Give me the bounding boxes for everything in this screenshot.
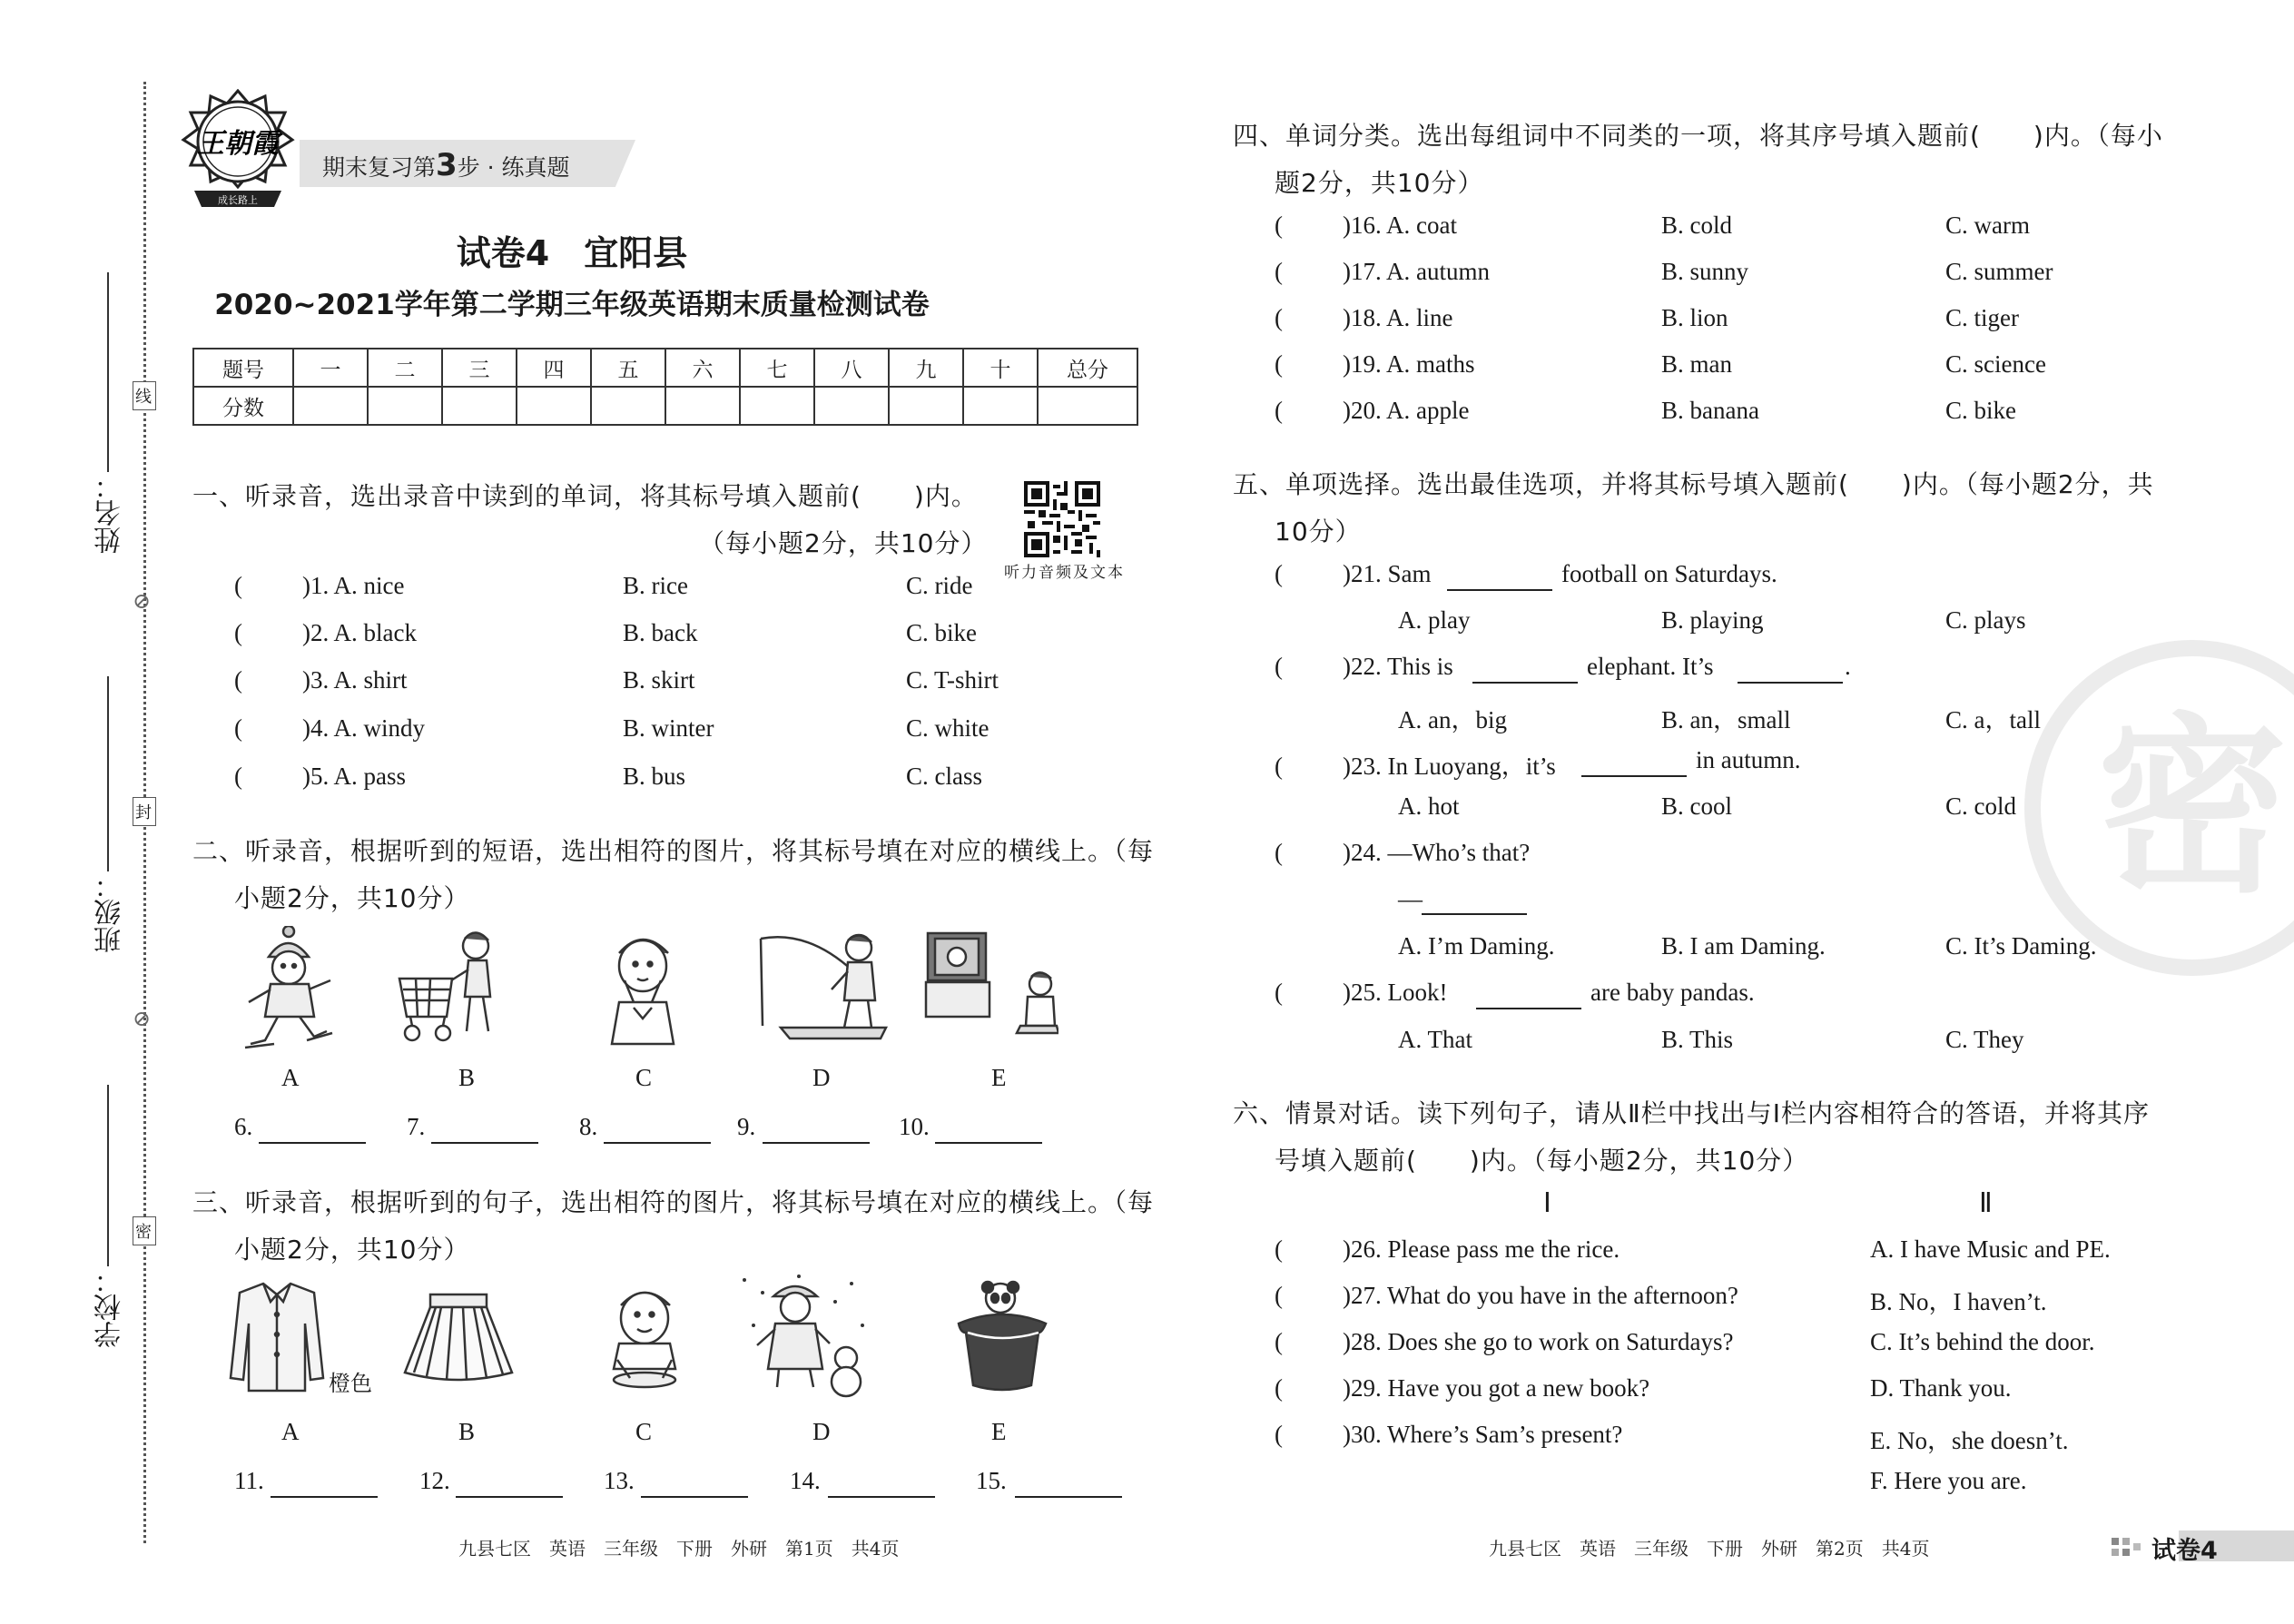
answer-paren[interactable]: ( xyxy=(234,619,242,646)
answer-blank[interactable] xyxy=(1422,913,1527,915)
answer-blank[interactable] xyxy=(1581,775,1687,777)
option-c: C. bike xyxy=(906,619,977,646)
option-c: C. summer xyxy=(1945,258,2053,285)
question-row: ( )21. Sam xyxy=(1275,560,1432,587)
score-cell[interactable] xyxy=(963,387,1038,425)
answer-blank[interactable] xyxy=(641,1496,748,1498)
question-row: ( )18. A. line xyxy=(1275,304,1453,331)
watermark-char: 密 xyxy=(2096,696,2289,919)
question-row: ( )24. —Who’s that? xyxy=(1275,839,1531,866)
exam-subtitle: 2020~2021学年第二学期三年级英语期末质量检测试卷 xyxy=(214,289,930,321)
question-row: ( )20. A. apple xyxy=(1275,397,1470,424)
answer-paren[interactable]: ( xyxy=(1275,839,1283,866)
column-heading-1: Ⅰ xyxy=(1543,1188,1551,1218)
option-c: C. bike xyxy=(1945,397,2016,424)
score-header-cell: 九 xyxy=(889,349,963,387)
footer-right: 九县七区 英语 三年级 下册 外研 第2页 共4页 xyxy=(1489,1538,1930,1560)
answer-paren[interactable]: ( xyxy=(1275,1421,1283,1448)
answer-blank[interactable] xyxy=(935,1142,1042,1144)
option-c: C. class xyxy=(906,763,982,790)
question-row: ( )27. What do you have in the afternoon? xyxy=(1275,1282,1738,1309)
school-label: 学校： xyxy=(94,1266,126,1348)
answer-paren[interactable]: ( xyxy=(1275,1282,1283,1309)
option-c: C. cold xyxy=(1945,792,2016,820)
answer-paren[interactable]: ( xyxy=(1275,1374,1283,1402)
section2-heading-cont: 小题2分，共10分） xyxy=(234,883,470,913)
picture-letter: C xyxy=(635,1418,653,1445)
score-header-cell: 四 xyxy=(517,349,591,387)
answer-paren[interactable]: ( xyxy=(1275,212,1283,239)
score-cell[interactable] xyxy=(368,387,442,425)
option-c: C. They xyxy=(1945,1026,2024,1053)
answer-blank[interactable] xyxy=(1472,682,1578,684)
question-row: ( )26. Please pass me the rice. xyxy=(1275,1235,1620,1263)
answer-paren[interactable]: ( xyxy=(234,572,242,599)
answer-paren[interactable]: ( xyxy=(1275,304,1283,331)
score-header-cell: 七 xyxy=(740,349,814,387)
qr-code-icon[interactable] xyxy=(1024,481,1100,557)
class-field[interactable] xyxy=(107,676,109,871)
answer-paren[interactable]: ( xyxy=(1275,653,1283,680)
score-cell[interactable] xyxy=(740,387,814,425)
answer-paren[interactable]: ( xyxy=(234,714,242,742)
picture-panda-hat xyxy=(951,1278,1051,1400)
score-header-cell: 二 xyxy=(368,349,442,387)
question-row: ( )17. A. autumn xyxy=(1275,258,1490,285)
question-row: ( )2. A. black xyxy=(234,619,417,646)
score-cell[interactable] xyxy=(442,387,517,425)
answer-option: A. I have Music and PE. xyxy=(1870,1235,2111,1263)
option-a: A. I’m Daming. xyxy=(1398,932,1555,960)
option-b: B. banana xyxy=(1661,397,1759,424)
picture-letter: E xyxy=(991,1418,1007,1445)
score-header-cell: 六 xyxy=(665,349,740,387)
score-cell[interactable] xyxy=(1038,387,1137,425)
score-header-cell: 题号 xyxy=(193,349,293,387)
section4-heading: 四、单词分类。选出每组词中不同类的一项，将其序号填入题前( )内。（每小 xyxy=(1233,121,2163,151)
picture-shirt xyxy=(227,1278,327,1400)
question-row: ( )3. A. shirt xyxy=(234,666,408,694)
blank-number: 12. xyxy=(419,1467,450,1494)
picture-skating-child xyxy=(238,926,338,1057)
score-header-cell: 三 xyxy=(442,349,517,387)
answer-paren[interactable]: ( xyxy=(1275,753,1283,780)
question-row: ( )30. Where’s Sam’s present? xyxy=(1275,1421,1623,1448)
option-b: B. bus xyxy=(623,763,686,790)
option-c: C. plays xyxy=(1945,606,2026,634)
qr-caption: 听力音频及文本 xyxy=(1004,564,1125,582)
section3-heading: 三、听录音，根据听到的句子，选出相符的图片，将其标号填在对应的横线上。（每 xyxy=(192,1187,1155,1217)
question-row: ( )16. A. coat xyxy=(1275,212,1457,239)
option-c: C. T-shirt xyxy=(906,666,999,694)
score-table xyxy=(192,348,1138,426)
column-heading-2: Ⅱ xyxy=(1979,1188,1993,1218)
section2-heading: 二、听录音，根据听到的短语，选出相符的图片，将其标号填在对应的横线上。（每 xyxy=(192,836,1155,866)
option-b: B. sunny xyxy=(1661,258,1749,285)
score-header-cell: 总分 xyxy=(1038,349,1137,387)
score-header-cell: 十 xyxy=(963,349,1038,387)
section5-heading: 五、单项选择。选出最佳选项，并将其标号填入题前( )内。（每小题2分，共 xyxy=(1233,469,2154,499)
option-c: C. science xyxy=(1945,350,2046,378)
seal-mark-feng: 封 xyxy=(133,797,156,826)
publisher-logo xyxy=(180,89,296,225)
option-b: B. I am Daming. xyxy=(1661,932,1826,960)
picture-watching-tv xyxy=(922,926,1058,1057)
option-c: C. white xyxy=(906,714,989,742)
question-text: elephant. It’s xyxy=(1587,653,1714,680)
exam-title: 试卷4 宜阳县 xyxy=(456,233,688,273)
picture-letter: D xyxy=(812,1418,831,1445)
answer-paren[interactable]: ( xyxy=(1275,258,1283,285)
option-b: B. winter xyxy=(623,714,714,742)
answer-paren[interactable]: ( xyxy=(1275,350,1283,378)
blank-number: 7. xyxy=(407,1113,426,1140)
question-row: ( )25. Look! xyxy=(1275,979,1448,1006)
picture-fishing xyxy=(753,926,890,1057)
answer-option: F. Here you are. xyxy=(1870,1467,2027,1494)
tab-pattern-icon xyxy=(2112,1538,2144,1563)
answer-blank[interactable] xyxy=(1738,682,1843,684)
page-tab-label: 试卷4 xyxy=(2151,1537,2218,1565)
picture-letter: B xyxy=(458,1418,476,1445)
score-header-cell: 八 xyxy=(814,349,889,387)
seal-mark-mi: 密 xyxy=(133,1216,156,1245)
option-b: B. lion xyxy=(1661,304,1728,331)
score-cell[interactable] xyxy=(889,387,963,425)
answer-option: D. Thank you. xyxy=(1870,1374,2012,1402)
section4-heading-cont: 题2分，共10分） xyxy=(1275,168,1484,198)
question-row: ( )4. A. windy xyxy=(234,714,425,742)
answer-blank[interactable] xyxy=(271,1496,378,1498)
section6-heading-cont: 号填入题前( )内。（每小题2分，共10分） xyxy=(1275,1146,1809,1176)
question-text: are baby pandas. xyxy=(1590,979,1755,1006)
footer-left: 九县七区 英语 三年级 下册 外研 第1页 共4页 xyxy=(458,1538,900,1560)
picture-skirt xyxy=(399,1289,517,1393)
option-c: C. It’s Daming. xyxy=(1945,932,2097,960)
score-cell[interactable] xyxy=(665,387,740,425)
answer-option: B. No，I haven’t. xyxy=(1870,1288,2047,1315)
answer-paren[interactable]: ( xyxy=(234,763,242,790)
question-row: ( )29. Have you got a new book? xyxy=(1275,1374,1650,1402)
blank-number: 10. xyxy=(899,1113,930,1140)
answer-blank[interactable] xyxy=(431,1142,538,1144)
orange-label: 橙色 xyxy=(329,1373,372,1396)
option-b: B. back xyxy=(623,619,698,646)
answer-option: E. No，she doesn’t. xyxy=(1870,1427,2069,1454)
blank-number: 9. xyxy=(737,1113,756,1140)
picture-letter: A xyxy=(281,1064,300,1091)
option-b: B. cool xyxy=(1661,792,1732,820)
option-a: A. an，big xyxy=(1398,706,1507,733)
question-row: ( )23. In Luoyang，it’s xyxy=(1275,753,1556,780)
logo-text: 王朝霞 xyxy=(197,128,279,160)
dialogue-dash: — xyxy=(1398,885,1423,912)
option-b: B. cold xyxy=(1661,212,1732,239)
picture-letter: D xyxy=(812,1064,831,1091)
answer-blank[interactable] xyxy=(604,1142,711,1144)
picture-boy-face xyxy=(597,926,688,1057)
seal-mark-xian: 线 xyxy=(133,381,156,410)
picture-boy-eating xyxy=(599,1278,690,1400)
cut-circle-icon: ⊘ xyxy=(133,1006,152,1031)
option-b: B. rice xyxy=(623,572,688,599)
logo-motto: 成长路上 xyxy=(218,194,258,206)
blank-number: 14. xyxy=(790,1467,821,1494)
score-cell[interactable] xyxy=(591,387,665,425)
option-b: B. This xyxy=(1661,1026,1734,1053)
option-c: C. tiger xyxy=(1945,304,2019,331)
answer-paren[interactable]: ( xyxy=(1275,397,1283,424)
question-row: ( )1. A. nice xyxy=(234,572,405,599)
school-field[interactable] xyxy=(107,1085,109,1266)
answer-blank[interactable] xyxy=(456,1496,563,1498)
score-header-cell: 一 xyxy=(293,349,368,387)
section5-heading-cont: 10分） xyxy=(1275,517,1362,546)
option-b: B. skirt xyxy=(623,666,695,694)
option-c: C. ride xyxy=(906,572,973,599)
answer-option: C. It’s behind the door. xyxy=(1870,1328,2095,1355)
answer-paren[interactable]: ( xyxy=(1275,1235,1283,1263)
picture-snow-child xyxy=(735,1271,871,1402)
answer-blank[interactable] xyxy=(259,1142,366,1144)
option-c: C. warm xyxy=(1945,212,2030,239)
picture-letter: C xyxy=(635,1064,653,1091)
answer-blank[interactable] xyxy=(1015,1496,1122,1498)
answer-paren[interactable]: ( xyxy=(1275,1328,1283,1355)
question-row: ( )22. This is xyxy=(1275,653,1453,680)
section6-heading: 六、情景对话。读下列句子，请从Ⅱ栏中找出与Ⅰ栏内容相符合的答语，并将其序 xyxy=(1233,1098,2151,1128)
question-row: ( )19. A. maths xyxy=(1275,350,1475,378)
answer-blank[interactable] xyxy=(1447,589,1552,591)
option-c: C. a，tall xyxy=(1945,706,2041,733)
option-a: A. play xyxy=(1398,606,1471,634)
score-cell[interactable] xyxy=(517,387,591,425)
blank-number: 15. xyxy=(976,1467,1007,1494)
question-text: . xyxy=(1845,653,1851,680)
answer-paren[interactable]: ( xyxy=(234,666,242,694)
question-text: in autumn. xyxy=(1696,746,1801,773)
question-row: ( )5. A. pass xyxy=(234,763,406,790)
blank-number: 6. xyxy=(234,1113,253,1140)
score-cell[interactable] xyxy=(814,387,889,425)
answer-blank[interactable] xyxy=(763,1142,870,1144)
option-b: B. an，small xyxy=(1661,706,1791,733)
blank-number: 8. xyxy=(579,1113,598,1140)
option-b: B. playing xyxy=(1661,606,1764,634)
section1-heading: 一、听录音，选出录音中读到的单词，将其标号填入题前( )内。 xyxy=(192,481,978,511)
score-cell[interactable] xyxy=(293,387,368,425)
watermark-seal xyxy=(2020,635,2294,980)
picture-letter: B xyxy=(458,1064,476,1091)
question-row: ( )28. Does she go to work on Saturdays? xyxy=(1275,1328,1734,1355)
option-b: B. man xyxy=(1661,350,1732,378)
option-a: A. That xyxy=(1398,1026,1472,1053)
score-row-label: 分数 xyxy=(193,387,293,425)
section3-heading-cont: 小题2分，共10分） xyxy=(234,1235,470,1265)
class-label: 班级： xyxy=(94,871,126,953)
picture-letter: A xyxy=(281,1418,300,1445)
picture-letter: E xyxy=(991,1064,1007,1091)
option-a: A. hot xyxy=(1398,792,1460,820)
cut-circle-icon: ⊘ xyxy=(133,588,152,614)
section1-score: （每小题2分，共10分） xyxy=(699,528,988,558)
name-label: 姓名： xyxy=(94,472,126,554)
blank-number: 13. xyxy=(604,1467,635,1494)
banner-text: 期末复习第3步 · 练真题 xyxy=(322,147,570,183)
answer-blank[interactable] xyxy=(828,1496,935,1498)
answer-blank[interactable] xyxy=(1476,1008,1581,1009)
picture-shopping-cart xyxy=(392,926,510,1057)
score-header-cell: 五 xyxy=(591,349,665,387)
answer-paren[interactable]: ( xyxy=(1275,979,1283,1006)
answer-paren[interactable]: ( xyxy=(1275,560,1283,587)
blank-number: 11. xyxy=(234,1467,264,1494)
question-text: football on Saturdays. xyxy=(1561,560,1777,587)
